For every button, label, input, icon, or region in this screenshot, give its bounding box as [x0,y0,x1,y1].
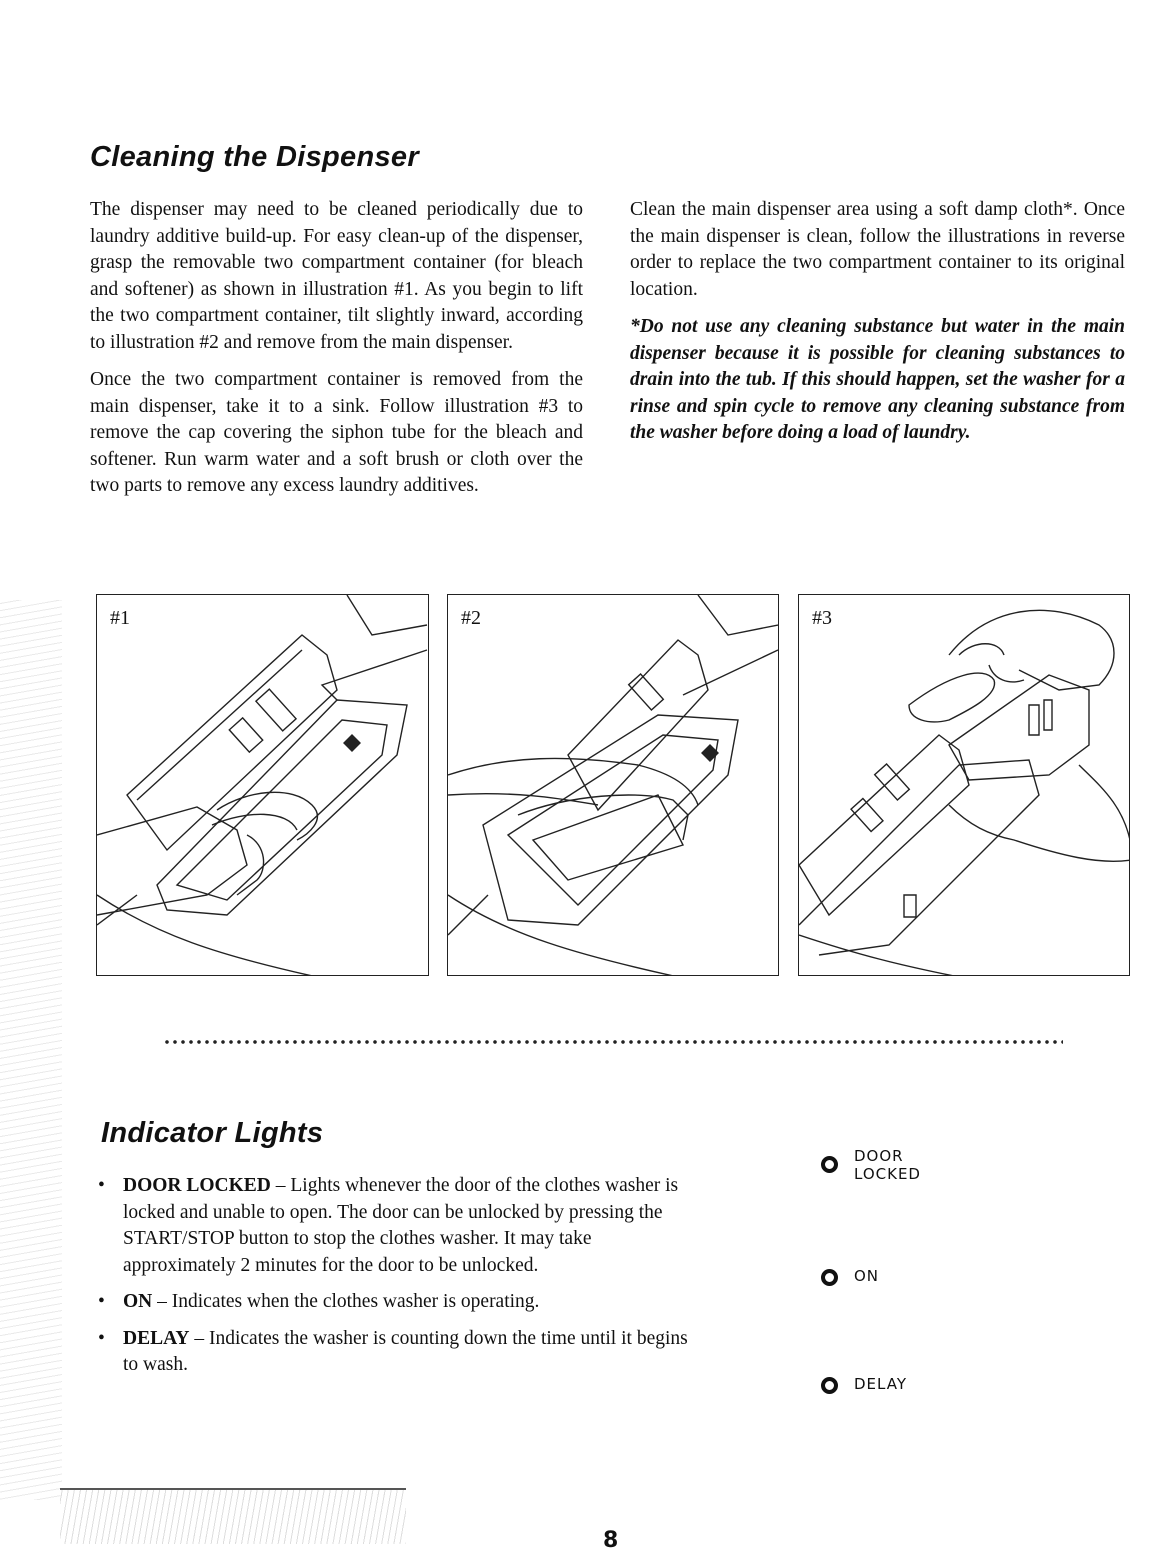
bullet-icon: • [98,1327,105,1349]
right-column [630,197,1125,458]
section-title-cleaning: Cleaning the Dispenser [90,141,419,173]
description: Lights whenever the door of the clothes washer is locked and unable to open. The door can be unlocked by pressing the START/STOP button to stop the clothes washer. It may take approximately 2 minutes for the door to be unlocked. [123,1175,679,1276]
term: DELAY [123,1327,190,1349]
list-item [95,1289,695,1316]
separator: – [152,1291,172,1312]
section-title-indicator: Indicator Lights [101,1117,324,1149]
paragraph: The dispenser may need to be cleaned periodically due to laundry additive build-up. For easy clean-up of the dispenser, grasp the removable two compartment container (for bleach and softener) as shown in illustration #1. As you begin to lift the two compartment container, tilt slightly inward, according to illustration #2 and remove from the main dispenser. [90,199,583,353]
separator: – [189,1327,209,1349]
dispenser-removal-drawing-2 [448,595,779,976]
illustration-label: #1 [107,607,133,630]
illustration-3 [798,594,1130,976]
paragraph: Once the two compartment container is removed from the main dispenser, take it to a sink. Follow illustration #3 to remove the cap covering the siphon tube for the bleach and softener. Run warm water and a soft brush or cloth over the two parts to remove any excess laundry additives. [90,369,583,496]
separator: – [270,1175,291,1196]
list-item [95,1326,695,1379]
bullet-icon: • [98,1175,105,1196]
indicator-descriptions [95,1173,695,1389]
siphon-cap-removal-drawing [799,595,1130,976]
warning-note: *Do not use any cleaning substance but water in the main dispenser because it is possible for cleaning substances to drain into the tub. If this should happen, set the washer for a rinse and spin cycle to remove any cleaning substance from the washer before doing a load of laundry. [630,316,1125,443]
illustration-1 [96,594,429,976]
label-line: LOCKED [854,1165,921,1183]
list-item [95,1173,695,1279]
bullet-icon: • [98,1291,105,1312]
door-locked-light-icon [821,1156,838,1173]
dispenser-removal-drawing-1 [97,595,429,976]
description: Indicates when the clothes washer is operating. [171,1291,540,1312]
page-number: 8 [603,1528,619,1553]
on-light-icon [821,1269,838,1286]
scan-footer-shading [60,1488,406,1544]
term: DOOR LOCKED [123,1175,271,1196]
paragraph: Clean the main dispenser area using a soft damp cloth*. Once the main dispenser is clean, follow the illustrations in reverse order to replace the two compartment container to its original location. [630,199,1125,300]
illustration-2 [447,594,779,976]
label-line: DOOR [854,1147,904,1165]
illustration-label: #3 [809,607,835,630]
scan-edge-shading [0,600,62,1500]
left-column [90,197,583,511]
illustration-label: #2 [458,607,484,630]
on-label: ON [854,1267,880,1285]
description: Indicates the washer is counting down the time until it begins to wash. [123,1327,688,1375]
door-locked-label [854,1147,921,1183]
footer-rule [60,1488,406,1490]
delay-light-icon [821,1377,838,1394]
delay-label: DELAY [854,1375,907,1393]
dotted-divider [163,1038,1063,1046]
term: ON [123,1291,153,1312]
